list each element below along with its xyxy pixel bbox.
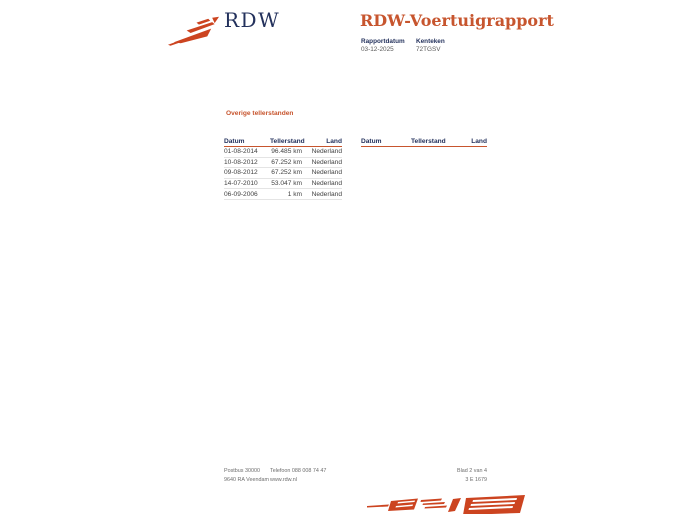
footer-address	[224, 467, 269, 485]
table-cell: Nederland	[311, 190, 342, 198]
table-cell: 67.252 km	[271, 158, 302, 166]
footer-doc-code: 3 E 1679	[465, 477, 487, 483]
rdw-logo-icon	[168, 16, 222, 48]
column-header: Tellerstand	[411, 138, 446, 145]
section-title: Overige tellerstanden	[226, 110, 294, 117]
footer-phone: Telefoon 088 008 74 47	[270, 468, 327, 474]
column-header: Land	[326, 138, 342, 145]
table-header-row	[361, 135, 487, 147]
table-body	[224, 147, 342, 200]
table-row	[224, 168, 342, 179]
table-cell: Nederland	[311, 180, 342, 188]
report-date-value: 03-12-2025	[361, 46, 394, 53]
license-plate-value: 72TGSV	[416, 46, 441, 53]
table-cell: 10-08-2012	[224, 158, 258, 166]
report-date-label: Rapportdatum	[361, 38, 405, 45]
table-row	[224, 158, 342, 169]
footer-page-info	[457, 467, 487, 485]
footer-page-indicator: Blad 2 van 4	[457, 468, 487, 474]
column-header: Tellerstand	[270, 138, 305, 145]
table-cell: 1 km	[287, 190, 302, 198]
brand-wordmark: RDW	[224, 8, 281, 32]
table-cell: 01-08-2014	[224, 148, 258, 156]
column-header: Datum	[224, 138, 245, 145]
column-header: Land	[471, 138, 487, 145]
table-header-row	[224, 135, 342, 147]
column-header: Datum	[361, 138, 382, 145]
table-cell: 06-09-2006	[224, 190, 258, 198]
table-cell: Nederland	[311, 158, 342, 166]
rdw-footer-logo-icon	[367, 494, 527, 514]
footer-website[interactable]: www.rdw.nl	[270, 477, 297, 483]
table-cell: Nederland	[311, 169, 342, 177]
table-cell: 09-08-2012	[224, 169, 258, 177]
table-cell: 14-07-2010	[224, 180, 258, 188]
footer-contact	[270, 467, 326, 485]
footer-address-line2: 9640 RA Veendam	[224, 477, 269, 483]
table-cell: 67.252 km	[271, 169, 302, 177]
odometer-table-left	[224, 135, 342, 200]
footer-address-line1: Postbus 30000	[224, 468, 260, 474]
license-plate-label: Kenteken	[416, 38, 445, 45]
table-cell: Nederland	[311, 148, 342, 156]
table-cell: 53.047 km	[271, 180, 302, 188]
table-row	[224, 147, 342, 158]
odometer-table-right	[361, 135, 487, 147]
page-title: RDW-Voertuigrapport	[360, 11, 554, 30]
table-row	[224, 179, 342, 190]
table-row	[224, 189, 342, 200]
table-cell: 96.485 km	[271, 148, 302, 156]
